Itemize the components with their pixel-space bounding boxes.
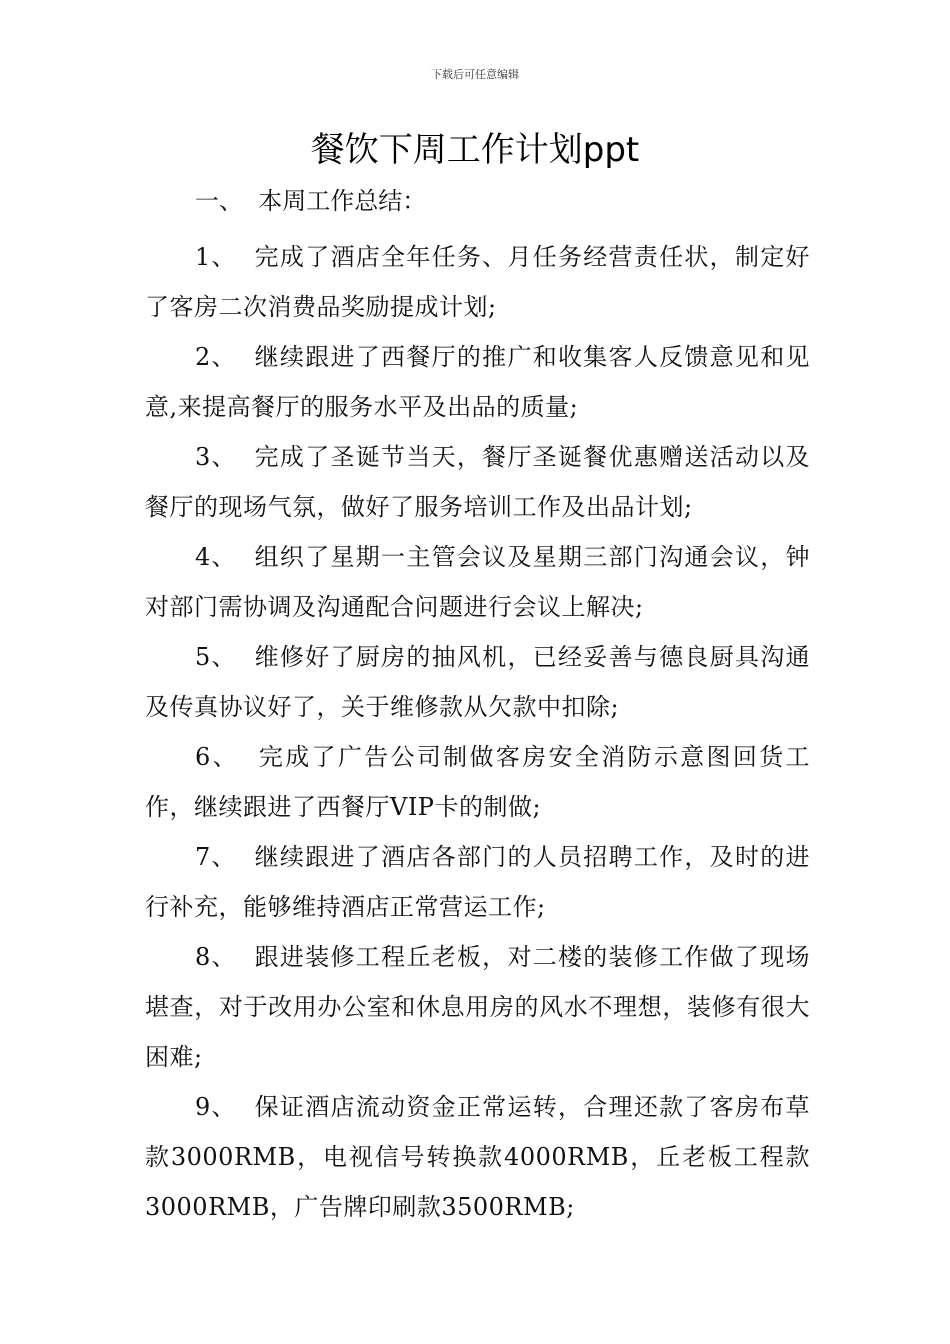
section-heading: 一、 本周工作总结： <box>195 187 427 215</box>
item-text: 跟进装修工程丘老板，对二楼的装修工作做了现场堪查，对于改用办公室和休息用房的风水不理想，装修有很大困难; <box>145 943 811 1071</box>
item-text: 保证酒店流动资金正常运转，合理还款了客房布草款3000RMB，电视信号转换款4000RMB，丘老板工程款3000RMB，广告牌印刷款3500RMB; <box>145 1093 811 1221</box>
list-item <box>145 332 810 432</box>
item-text: 继续跟进了酒店各部门的人员招聘工作，及时的进行补充，能够维持酒店正常营运工作; <box>145 843 811 921</box>
item-number: 9、 <box>195 1093 255 1121</box>
item-text: 完成了圣诞节当天，餐厅圣诞餐优惠赠送活动以及餐厅的现场气氛，做好了服务培训工作及出品计划; <box>145 443 811 521</box>
item-number: 3、 <box>195 443 255 471</box>
item-number: 7、 <box>195 843 255 871</box>
item-number: 8、 <box>195 943 255 971</box>
list-item <box>145 632 810 732</box>
item-text: 组织了星期一主管会议及星期三部门沟通会议，钟对部门需协调及沟通配合问题进行会议上解决; <box>145 543 811 621</box>
item-text: 维修好了厨房的抽风机，已经妥善与德良厨具沟通及传真协议好了，关于维修款从欠款中扣除; <box>145 643 811 721</box>
item-number: 5、 <box>195 643 255 671</box>
item-number: 2、 <box>195 343 255 371</box>
item-text: 继续跟进了西餐厅的推广和收集客人反馈意见和见意,来提高餐厅的服务水平及出品的质量; <box>145 343 811 421</box>
list-item <box>145 1082 810 1232</box>
summary-list <box>145 232 810 1232</box>
document-title: 餐饮下周工作计划ppt <box>310 130 640 170</box>
list-item <box>145 232 810 332</box>
item-number: 6、 <box>195 743 259 771</box>
list-item <box>145 432 810 532</box>
item-text: 完成了酒店全年任务、月任务经营责任状，制定好了客房二次消费品奖励提成计划; <box>145 243 811 321</box>
item-text: 完成了广告公司制做客房安全消防示意图回货工作，继续跟进了西餐厅VIP卡的制做; <box>145 743 810 821</box>
list-item <box>145 932 810 1082</box>
item-number: 1、 <box>195 243 255 271</box>
header-note: 下载后可任意编辑 <box>431 68 519 81</box>
list-item <box>145 832 810 932</box>
list-item <box>145 732 810 832</box>
list-item <box>145 532 810 632</box>
item-number: 4、 <box>195 543 255 571</box>
